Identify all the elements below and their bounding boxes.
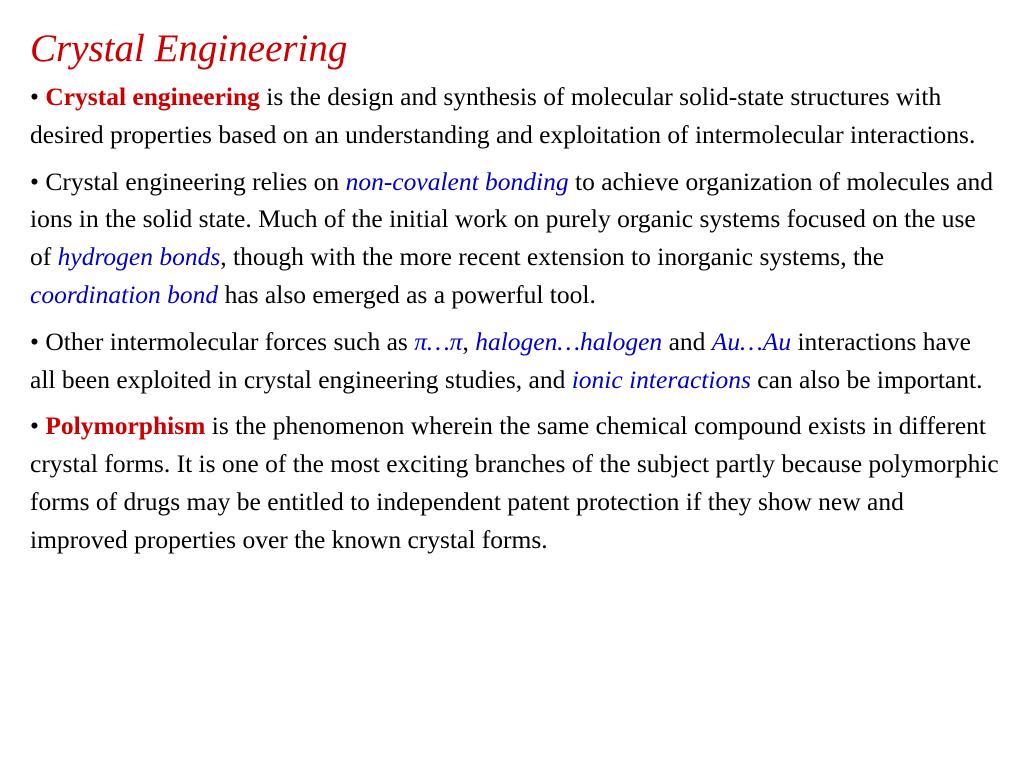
paragraph-text: is the phenomenon wherein the same chemical compound exists in different crystal forms. It is one of the most exciting branches of the subject partly because polymorphic forms of drugs may be entitled to independent patent protection if they show new and improved properties over the known crystal forms. (30, 411, 999, 554)
paragraph-text: is the design and synthesis of molecular solid-state structures with desired properties based on an understanding and exploitation of intermolecular interactions. (30, 82, 976, 149)
paragraph-text: Other intermolecular forces such as (38, 326, 415, 356)
emphasis-term: π…π (414, 326, 463, 356)
paragraph-text: , though with the more recent extension to inorganic systems, the (220, 242, 885, 272)
key-term: Polymorphism (45, 411, 206, 441)
paragraph-text: interactions have all been exploited in crystal engineering studies, and (30, 326, 971, 394)
paragraph-text: has also emerged as a powerful tool. (218, 279, 596, 309)
emphasis-term: non-covalent bonding (345, 166, 569, 196)
paragraph-text: and (662, 326, 712, 356)
slide-title: Crystal Engineering (30, 27, 348, 70)
emphasis-term: coordination bond (30, 279, 219, 309)
bullet-marker: • (30, 411, 39, 441)
paragraph-text: to achieve organization of molecules and ions in the solid state. Much of the initial work on purely organic systems focused on the use of (30, 166, 994, 272)
paragraph-text: can also be important. (750, 364, 983, 394)
slide (30, 24, 1000, 568)
paragraph-text: , (462, 326, 476, 356)
bullet-paragraph-polymorphism (30, 407, 1000, 558)
bullet-marker: • (30, 326, 39, 356)
bullet-paragraph-other-forces (30, 323, 1000, 399)
key-term: Crystal engineering (45, 82, 260, 111)
bullet-marker: • (30, 166, 39, 196)
bullet-paragraph-crystal-engineering (30, 78, 1000, 154)
bullet-paragraph-non-covalent (30, 163, 1000, 314)
bullet-marker: • (30, 82, 39, 111)
emphasis-term: hydrogen bonds (57, 242, 221, 272)
emphasis-term: Au…Au (711, 326, 792, 356)
paragraph-text: Crystal engineering relies on (38, 166, 346, 196)
emphasis-term: ionic interactions (571, 364, 751, 394)
emphasis-term: halogen…halogen (475, 326, 663, 356)
